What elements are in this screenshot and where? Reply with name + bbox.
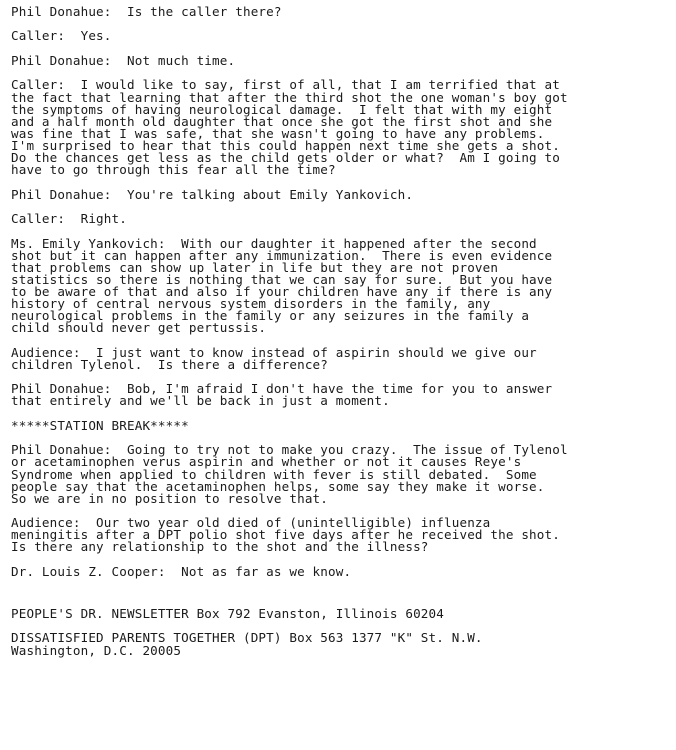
text-line: So we are in no position to resolve that. (11, 490, 329, 506)
text-line: Washington, D.C. 20005 (11, 642, 182, 658)
text-line: Dr. Louis Z. Cooper: Not as far as we know. (11, 563, 352, 579)
text-line: Ms. Emily Yankovich: With our daughter it happened after the second (11, 235, 537, 251)
text-line: PEOPLE'S DR. NEWSLETTER Box 792 Evanston, Illinois 60204 (11, 605, 444, 621)
text-line: Caller: I would like to say, first of all, that I am terrified that at (11, 77, 560, 93)
text-line: *****STATION BREAK***** (11, 417, 189, 433)
transcript-paragraph (11, 79, 671, 176)
text-line: that entirely and we'll be back in just a moment. (11, 393, 390, 409)
text-line: that problems can show up later in life but they are not proven (11, 259, 499, 275)
transcript-paragraph (11, 186, 671, 202)
transcript-paragraph (11, 52, 671, 68)
transcript-paragraph (11, 563, 671, 579)
contact-addresses (11, 605, 671, 658)
transcript-page (11, 6, 671, 669)
text-line: or acetaminophen verus aspirin and whether or not it causes Reye's (11, 454, 522, 470)
text-line: have to go through this fear all the time? (11, 162, 336, 178)
address-block (11, 605, 671, 621)
text-line: DISSATISFIED PARENTS TOGETHER (DPT) Box 563 1377 "K" St. N.W. (11, 630, 483, 646)
transcript-paragraph (11, 235, 671, 336)
text-line: Caller: Yes. (11, 28, 112, 44)
text-line: to be aware of that and also if your children have any if there is any (11, 283, 553, 299)
address-block (11, 632, 671, 656)
text-line: neurological problems in the family or any seizures in the family a (11, 308, 530, 324)
text-line: people say that the acetaminophen helps, some say they make it worse. (11, 478, 545, 494)
text-line: Audience: I just want to know instead of aspirin should we give our (11, 344, 537, 360)
transcript-paragraph (11, 213, 671, 225)
text-line: shot but it can happen after any immunization. There is even evidence (11, 247, 553, 263)
text-line: Audience: Our two year old died of (unintelligible) influenza (11, 515, 491, 531)
text-line: Phil Donahue: Going to try not to make you crazy. The issue of Tylenol (11, 442, 568, 458)
transcript-body (11, 6, 671, 578)
text-line: meningitis after a DPT polio shot five days after he received the shot. (11, 527, 560, 543)
text-line: Phil Donahue: Not much time. (11, 52, 236, 68)
transcript-paragraph (11, 417, 671, 433)
transcript-paragraph (11, 383, 671, 407)
text-line: child should never get pertussis. (11, 320, 267, 336)
transcript-paragraph (11, 30, 671, 42)
transcript-paragraph (11, 517, 671, 553)
transcript-paragraph (11, 344, 671, 372)
text-line: the fact that learning that after the third shot the one woman's boy got (11, 89, 568, 105)
text-line: statistics so there is nothing that we can say for sure. But you have (11, 271, 553, 287)
text-line: history of central nervous system disorders in the family, any (11, 296, 491, 312)
text-line: Phil Donahue: You're talking about Emily Yankovich. (11, 186, 414, 202)
text-line: was fine that I was safe, that she wasn't going to have any problems. (11, 125, 545, 141)
text-line: Caller: Right. (11, 211, 127, 227)
text-line: Syndrome when applied to children with fever is still debated. Some (11, 466, 537, 482)
text-line: and a half month old daughter that once she got the first shot and she (11, 113, 553, 129)
text-line: I'm surprised to hear that this could happen next time she gets a shot. (11, 137, 560, 153)
text-line: children Tylenol. Is there a difference? (11, 356, 329, 372)
transcript-paragraph (11, 6, 671, 18)
text-line: the symptoms of having neurological damage. I felt that with my eight (11, 101, 553, 117)
transcript-paragraph (11, 444, 671, 504)
text-line: Phil Donahue: Bob, I'm afraid I don't have the time for you to answer (11, 381, 553, 397)
text-line: Phil Donahue: Is the caller there? (11, 4, 282, 19)
text-line: Is there any relationship to the shot and the illness? (11, 539, 429, 555)
text-line: Do the chances get less as the child gets older or what? Am I going to (11, 150, 560, 166)
